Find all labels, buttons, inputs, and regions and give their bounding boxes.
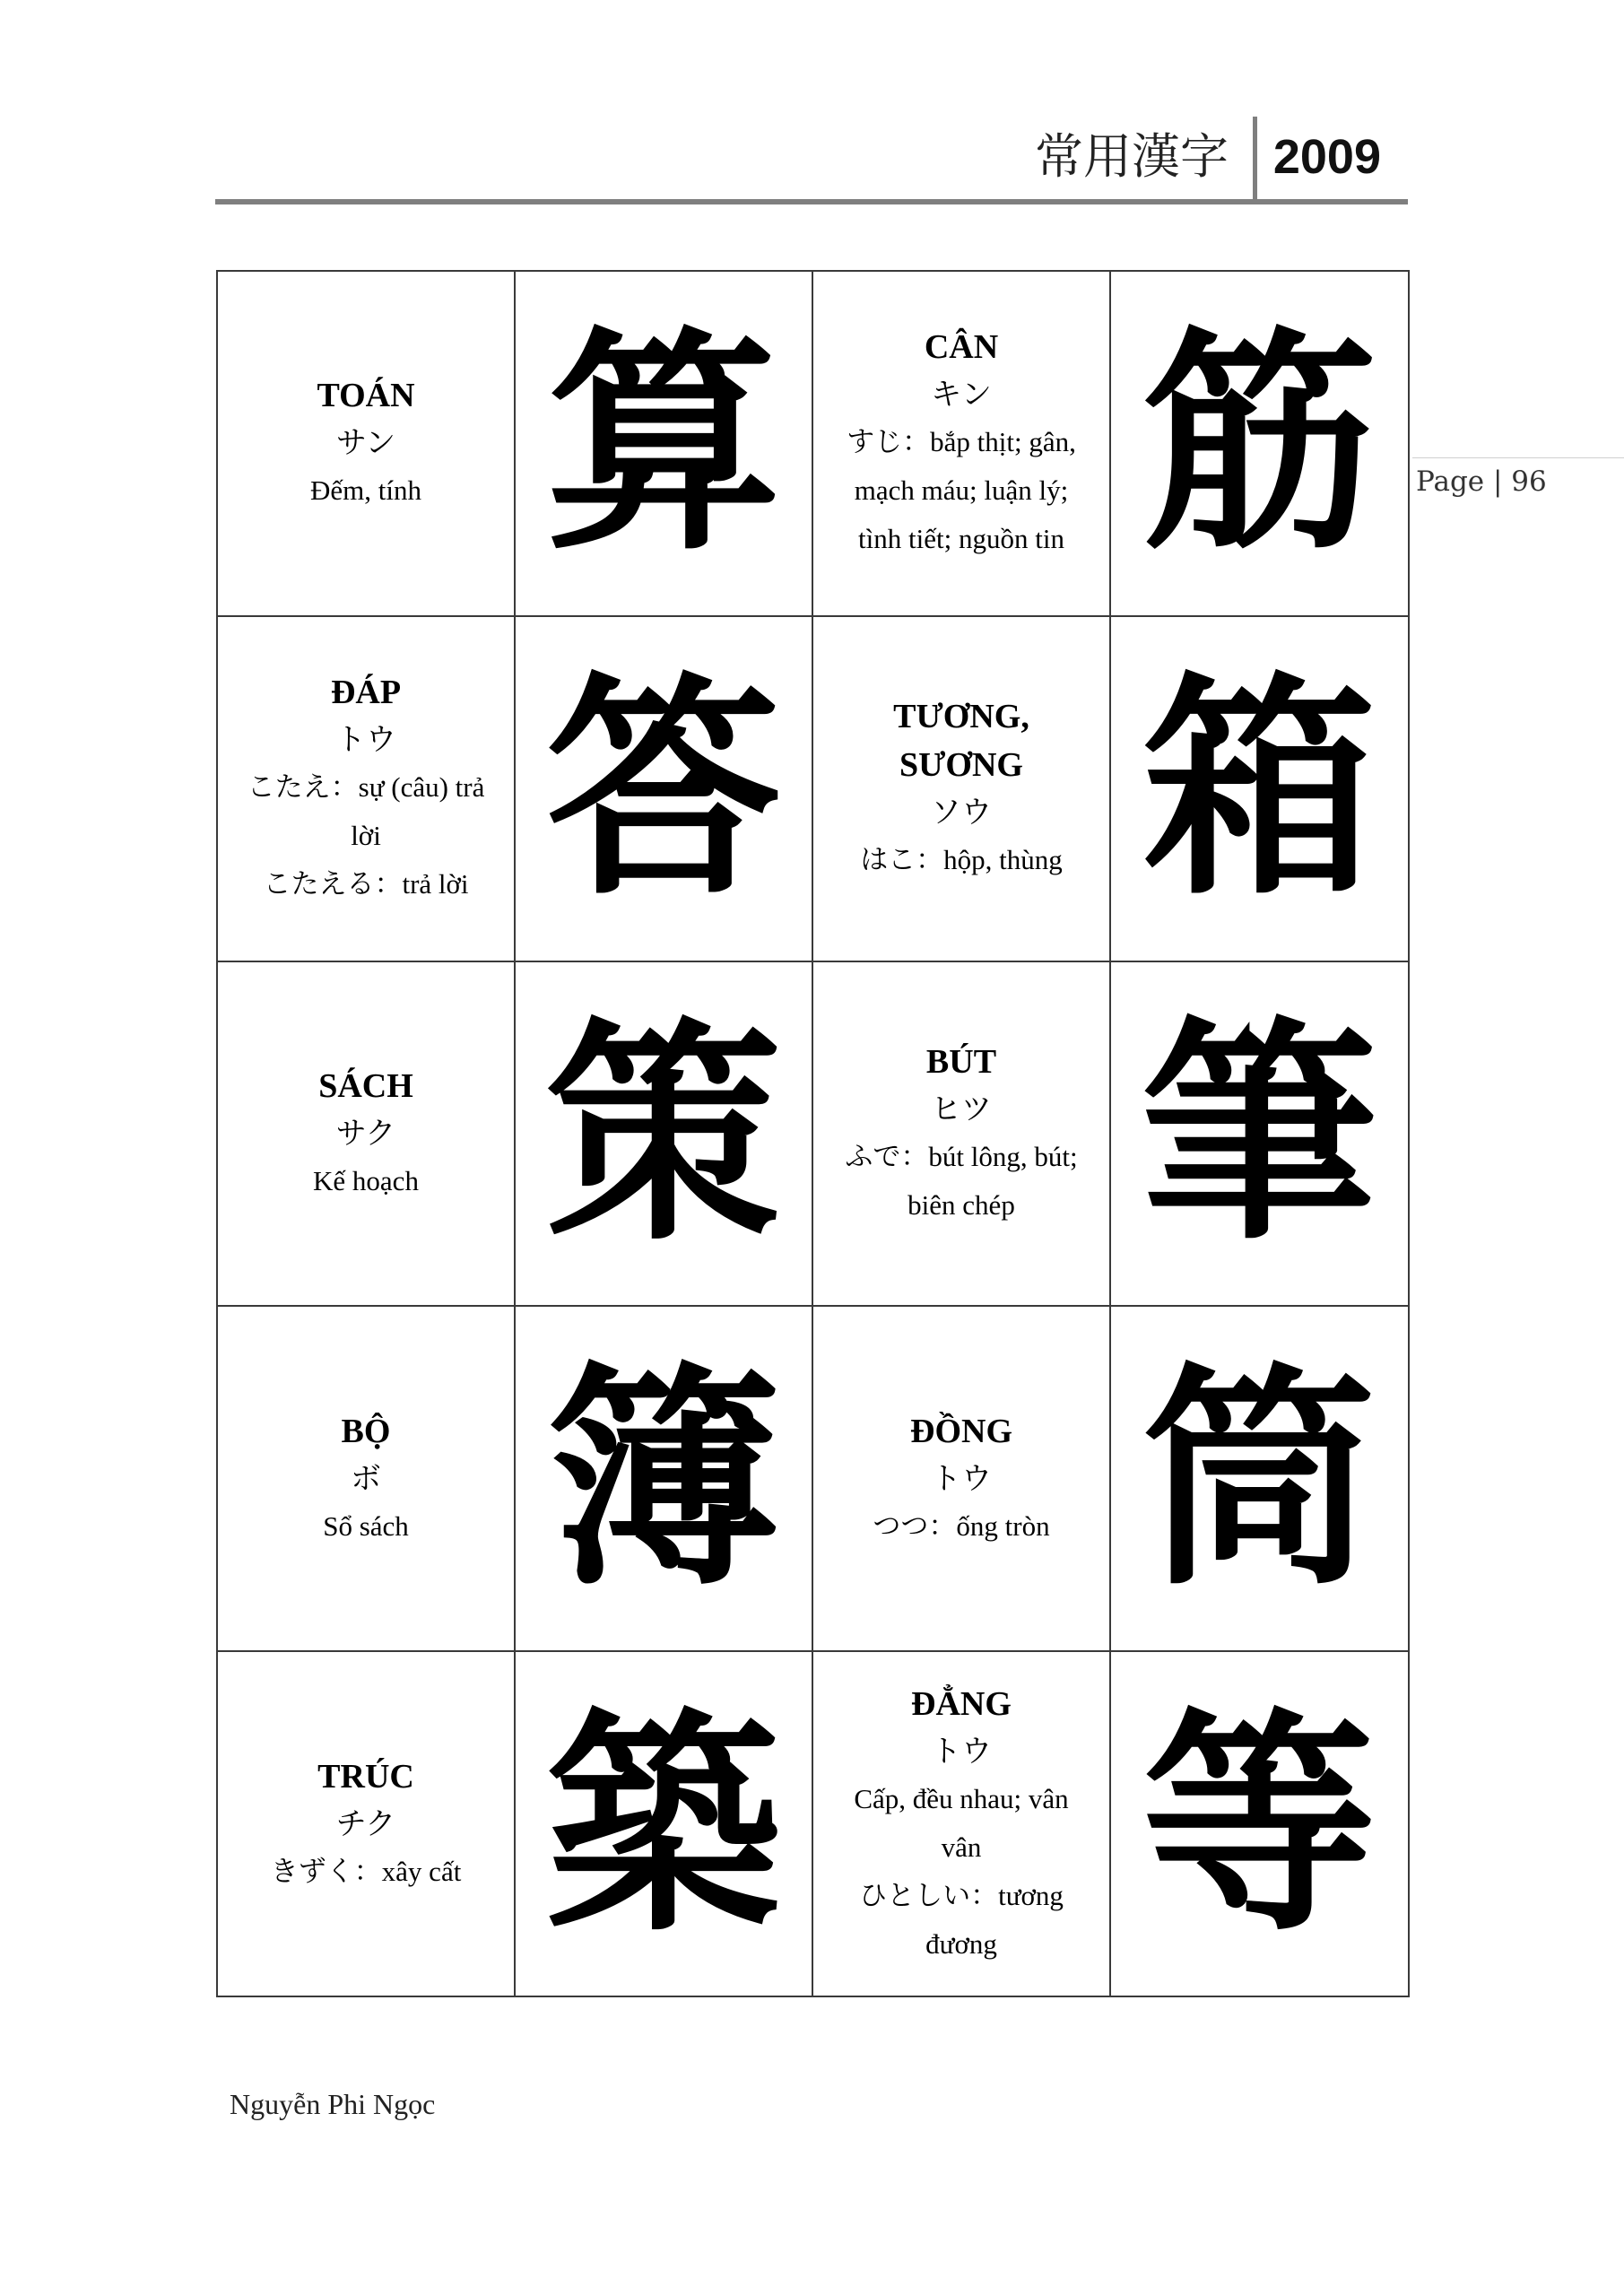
kanji-info-cell — [812, 271, 1110, 616]
kanji-info-cell — [217, 1306, 515, 1651]
kanji-character: 簿 — [546, 1340, 781, 1617]
header-year: 2009 — [1272, 130, 1381, 184]
kanji-glyph-cell — [515, 616, 812, 961]
meaning-line: ふで：bút lông, bút; — [845, 1140, 1078, 1172]
page-header — [215, 117, 1408, 204]
kanji-glyph-cell — [515, 271, 812, 616]
page-number: Page | 96 — [1416, 465, 1547, 498]
meaning-line: すじ：bắp thịt; gân, — [847, 426, 1076, 458]
meaning-line: đương — [925, 1927, 997, 1960]
sino-vietnamese-reading: TƯƠNG, — [893, 698, 1029, 736]
kanji-glyph-cell — [515, 1651, 812, 1996]
on-reading-kana: トウ — [335, 722, 396, 759]
meaning-line: mạch máu; luận lý; — [854, 474, 1069, 507]
sino-vietnamese-reading: ĐỒNG — [910, 1412, 1012, 1450]
kanji-character: 答 — [546, 650, 781, 927]
kanji-info-cell — [217, 1651, 515, 1996]
kanji-glyph-cell — [1110, 271, 1409, 616]
meaning-line: きずく：xây cất — [270, 1855, 462, 1887]
on-reading-kana: ヒツ — [931, 1091, 992, 1127]
kanji-info-cell — [812, 1306, 1110, 1651]
sino-vietnamese-reading: ĐÁP — [330, 674, 402, 712]
meaning-line: こたえ：sự (câu) trả — [247, 771, 485, 804]
on-reading-kana: トウ — [931, 1733, 992, 1770]
kanji-character: 箱 — [1142, 650, 1377, 927]
meaning-line: tình tiết; nguồn tin — [858, 523, 1064, 555]
kanji-glyph-cell — [1110, 961, 1409, 1307]
meaning-line: vân — [941, 1831, 982, 1863]
meaning-line: Cấp, đều nhau; vân — [854, 1782, 1069, 1814]
kanji-glyph-cell — [515, 961, 812, 1307]
meaning-line: はこ：hộp, thùng — [860, 844, 1063, 876]
meaning-line: こたえる：trả lời — [263, 868, 469, 900]
on-reading-kana: トウ — [931, 1460, 992, 1497]
kanji-info-cell — [812, 616, 1110, 961]
kanji-info-cell — [217, 271, 515, 616]
meaning-line: Kế hoạch — [313, 1164, 419, 1196]
meaning-line: つつ：ống tròn — [873, 1509, 1050, 1542]
on-reading-kana: キン — [931, 377, 992, 413]
kanji-row — [217, 271, 1409, 616]
kanji-info-cell — [812, 1651, 1110, 1996]
sino-vietnamese-reading: TRÚC — [317, 1757, 414, 1796]
kanji-character: 筋 — [1142, 305, 1377, 582]
sino-vietnamese-reading: BÚT — [925, 1042, 997, 1081]
kanji-glyph-cell — [515, 1306, 812, 1651]
on-reading-kana: ソウ — [931, 795, 992, 831]
on-reading-kana: ボ — [351, 1460, 381, 1497]
footer-author: Nguyễn Phi Ngọc — [230, 2088, 436, 2120]
sino-vietnamese-reading: SƯƠNG — [899, 746, 1023, 785]
kanji-info-cell — [217, 616, 515, 961]
sino-vietnamese-reading: BỘ — [341, 1412, 391, 1450]
kanji-glyph-cell — [1110, 1306, 1409, 1651]
header-rule — [215, 199, 1408, 204]
meaning-line: biên chép — [908, 1188, 1015, 1221]
header-title: 常用漢字 — [1035, 128, 1229, 185]
kanji-glyph-cell — [1110, 616, 1409, 961]
on-reading-kana: サク — [335, 1115, 396, 1152]
kanji-grid-body — [217, 271, 1409, 1996]
kanji-character: 等 — [1142, 1685, 1377, 1962]
meaning-line: ひとしい：tương — [859, 1879, 1064, 1911]
kanji-info-cell — [812, 961, 1110, 1307]
on-reading-kana: チク — [335, 1805, 396, 1842]
kanji-row — [217, 616, 1409, 961]
kanji-row — [217, 1306, 1409, 1651]
sino-vietnamese-reading: CÂN — [924, 328, 999, 367]
meaning-line: lời — [351, 820, 381, 852]
kanji-character: 筒 — [1142, 1340, 1377, 1617]
kanji-character: 築 — [546, 1685, 781, 1962]
sino-vietnamese-reading: ĐẲNG — [911, 1684, 1012, 1723]
kanji-character: 算 — [546, 305, 781, 582]
sino-vietnamese-reading: TOÁN — [317, 377, 415, 415]
page-number-tab — [1412, 457, 1624, 498]
meaning-line: Đếm, tính — [310, 474, 421, 507]
meaning-line: Sổ sách — [323, 1509, 409, 1542]
sino-vietnamese-reading: SÁCH — [318, 1066, 413, 1105]
kanji-grid — [216, 270, 1410, 1997]
kanji-character: 策 — [546, 995, 781, 1272]
kanji-glyph-cell — [1110, 1651, 1409, 1996]
kanji-row — [217, 961, 1409, 1307]
header-separator — [1253, 117, 1257, 199]
kanji-row — [217, 1651, 1409, 1996]
kanji-character: 筆 — [1142, 995, 1377, 1272]
on-reading-kana: サン — [335, 425, 396, 462]
kanji-info-cell — [217, 961, 515, 1307]
